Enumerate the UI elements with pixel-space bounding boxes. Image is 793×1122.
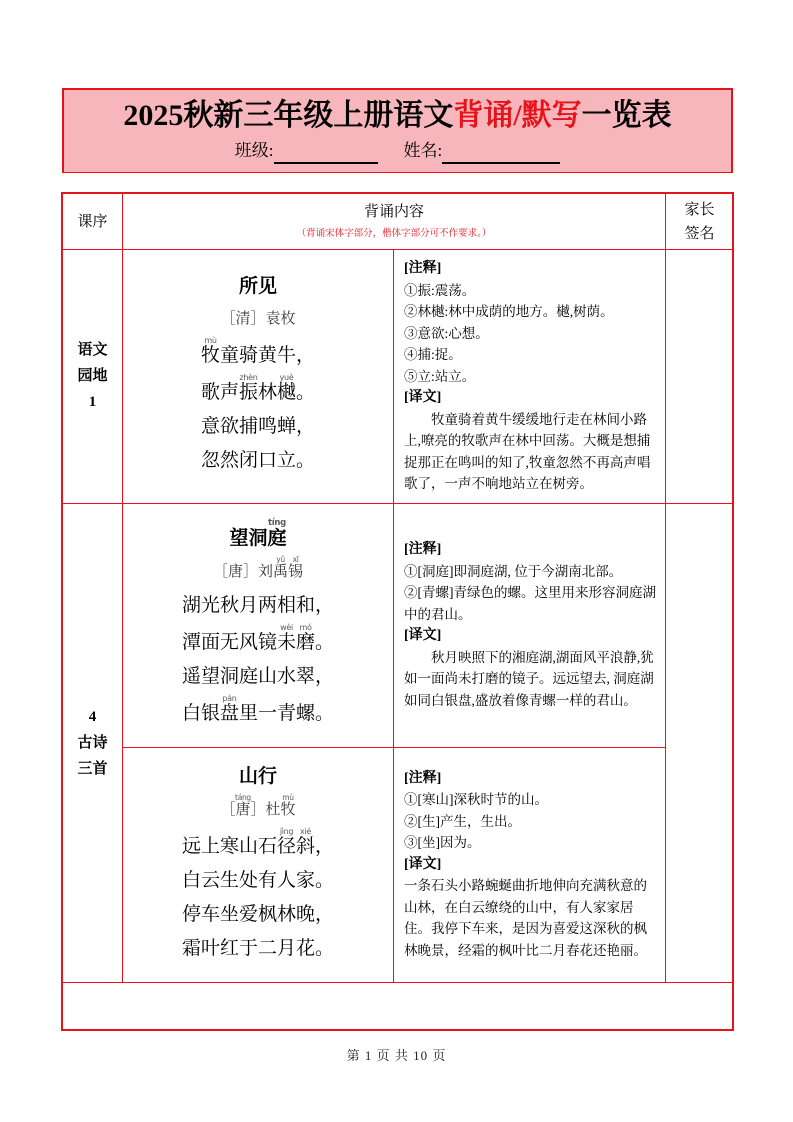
poem-line-3: 忽然闭口立。 <box>200 450 316 472</box>
poem-title-2: 山行 <box>238 765 278 787</box>
notes-heading-2: [注释] <box>404 770 442 786</box>
poem-line-2: 停车坐爱枫林晚， <box>181 903 335 925</box>
poem-line-ruby: 樾yuè <box>277 373 297 404</box>
poem-title-ruby: 庭tíng <box>267 517 287 549</box>
poem-cell-0 <box>123 250 394 504</box>
poem-author-pinyin: mù <box>280 792 296 802</box>
poem-line-1: 歌声振zhèn林樾yuè。 <box>200 373 316 404</box>
note-item-2: ③[坐]因为。 <box>404 835 481 851</box>
note-cell-0 <box>394 250 666 504</box>
poem-author-2: ［唐táng］杜牧mù <box>220 792 296 818</box>
poem-author-ruby: 牧mù <box>280 792 296 818</box>
title-prefix: 2025秋新三年级上册语文 <box>123 99 454 132</box>
poem-author-pinyin: táng <box>235 792 251 802</box>
note-item-2: ③意欲:心想。 <box>404 325 489 341</box>
poem-author-0: ［清］袁枚 <box>220 311 296 328</box>
poem-line-ruby: 斜xié <box>296 826 316 857</box>
order-line-1: 4 <box>88 708 97 725</box>
notes-heading-0: [注释] <box>404 261 442 276</box>
table-header-row <box>63 194 734 250</box>
poem-title-0: 所见 <box>238 276 278 298</box>
order-line-3: 1 <box>88 394 97 411</box>
poem-cell-2 <box>123 747 394 982</box>
poem-line-pinyin: mó <box>296 622 316 632</box>
note-item-0: ①[洞庭]即洞庭湖, 位于今湖南北部。 <box>404 563 623 579</box>
note-item-1: ②[生]产生，生出。 <box>404 813 521 829</box>
translation-heading-1: [译文] <box>404 628 442 643</box>
poem-cell-1 <box>123 503 394 747</box>
poem-line-1: 潭面无风镜未wèi磨mó。 <box>181 622 335 653</box>
header-cell-order: 课序 <box>63 194 123 250</box>
student-fields <box>64 138 731 166</box>
poem-line-ruby: 未wèi <box>277 622 297 653</box>
poem-line-2: 遥望洞庭山水翠， <box>181 665 335 687</box>
poem-author-pinyin: yǔ <box>273 554 289 564</box>
order-line-2: 园地 <box>77 368 108 385</box>
poem-title-pinyin: tíng <box>267 517 287 528</box>
order-line-2: 古诗 <box>77 734 108 751</box>
note-item-0: ①振:震荡。 <box>404 282 476 298</box>
translation-heading-0: [译文] <box>404 390 442 405</box>
poem-line-1: 白云生处有人家。 <box>181 869 335 891</box>
poem-line-pinyin: yuè <box>277 373 297 383</box>
note-item-1: ②林樾:林中成荫的地方。樾,树荫。 <box>404 304 614 319</box>
order-line-1: 语文 <box>77 342 108 359</box>
class-field <box>235 138 378 164</box>
name-field <box>404 138 561 164</box>
poem-body-2 <box>133 827 383 966</box>
page-title <box>64 94 731 138</box>
title-accent: 背诵/默写 <box>453 99 582 132</box>
note-cell-2 <box>394 747 666 982</box>
poem-line-0: 牧mù童骑黄牛， <box>200 336 316 367</box>
poem-line-ruby: 盘pán <box>219 693 239 724</box>
poem-line-3: 霜叶红于二月花。 <box>181 937 335 959</box>
signature-cell-0[interactable] <box>666 250 734 504</box>
header-cell-content <box>123 194 666 250</box>
notes-list-1 <box>404 561 657 626</box>
poem-author-1: ［唐］刘禹yǔ锡xī <box>212 554 304 580</box>
table-row <box>63 250 734 504</box>
poem-author-ruby: 禹yǔ <box>273 554 289 580</box>
name-field-label: 姓名: <box>403 141 443 160</box>
poem-line-ruby: 振zhèn <box>238 373 258 404</box>
poem-author-pinyin: xī <box>288 554 304 564</box>
poem-line-0: 湖光秋月两相和， <box>181 594 335 616</box>
notes-heading-1: [注释] <box>404 542 442 557</box>
poem-line-pinyin: xié <box>296 826 316 836</box>
translation-text-0: 牧童骑着黄牛缓缓地行走在林间小路上,嘹亮的牧歌声在林中回荡。大概是想捕捉那正在鸣叫的知了,牧童忽然不再高声唱歌了，一声不响地站立在树旁。 <box>404 411 651 491</box>
notes-list-2 <box>404 789 657 854</box>
translation-text-2: 一条石头小路蜿蜒曲折地伸向充满秋意的山林，在白云缭绕的山中，有人家家居住。我停下车来，是因为喜爱这深秋的枫林晚景，经霜的枫叶比二月春花还艳丽。 <box>404 878 647 958</box>
poem-author-ruby: 唐táng <box>235 792 251 818</box>
title-suffix: 一览表 <box>581 99 672 132</box>
class-field-blank[interactable] <box>274 145 378 164</box>
header-content-main: 背诵内容 <box>364 204 425 220</box>
poem-line-ruby: 径jìng <box>277 826 297 857</box>
poem-line-pinyin: jìng <box>277 826 297 836</box>
header-signature-line1: 家长 <box>684 201 715 218</box>
poem-line-ruby: 牧mù <box>200 336 220 367</box>
notes-list-0 <box>404 280 657 388</box>
poem-line-pinyin: mù <box>200 336 220 346</box>
poem-line-pinyin: pán <box>219 693 239 703</box>
signature-cell-1[interactable] <box>666 503 734 982</box>
poem-line-2: 意欲捕鸣蝉， <box>200 416 316 438</box>
note-item-3: ④捕:捉。 <box>404 347 462 362</box>
class-field-label: 班级: <box>234 141 274 160</box>
translation-text-1: 秋月映照下的湘庭湖,湖面风平浪静,犹如一面尚未打磨的镜子。远远望去, 洞庭湖如同白银盘,盛放着像青螺一样的君山。 <box>404 649 654 708</box>
order-cell-0 <box>63 250 123 504</box>
poem-author-ruby: 锡xī <box>288 554 304 580</box>
table-row <box>63 503 734 747</box>
name-field-blank[interactable] <box>442 145 560 164</box>
translation-heading-2: [译文] <box>404 856 442 872</box>
poem-line-3: 白银盘pán里一青螺。 <box>181 693 335 724</box>
poem-line-ruby: 磨mó <box>296 622 316 653</box>
poem-title-1: 望洞庭tíng <box>229 517 287 549</box>
table-row <box>63 747 734 982</box>
recitation-table <box>62 193 734 983</box>
header-signature-line2: 签名 <box>684 225 715 242</box>
poem-line-0: 远上寒山石径jìng斜xié， <box>181 826 335 857</box>
order-cell-1 <box>63 503 123 982</box>
header-cell-signature <box>666 194 734 250</box>
title-banner <box>62 88 733 173</box>
note-cell-1 <box>394 503 666 747</box>
header-content-note: （背诵宋体字部分，楷体字部分可不作要求。） <box>296 229 492 239</box>
poem-body-1 <box>133 589 383 731</box>
note-item-1: ②[青螺]青绿色的螺。这里用来形容洞庭湖中的君山。 <box>404 585 656 622</box>
order-line-3: 三首 <box>77 760 108 777</box>
note-item-0: ①[寒山]深秋时节的山。 <box>404 792 548 808</box>
poem-line-pinyin: wèi <box>277 622 297 632</box>
poem-line-pinyin: zhèn <box>238 373 258 383</box>
note-item-4: ⑤立:站立。 <box>404 368 476 384</box>
poem-body-0 <box>133 336 383 478</box>
page-footer: 第 1 页 共 10 页 <box>346 1048 447 1063</box>
